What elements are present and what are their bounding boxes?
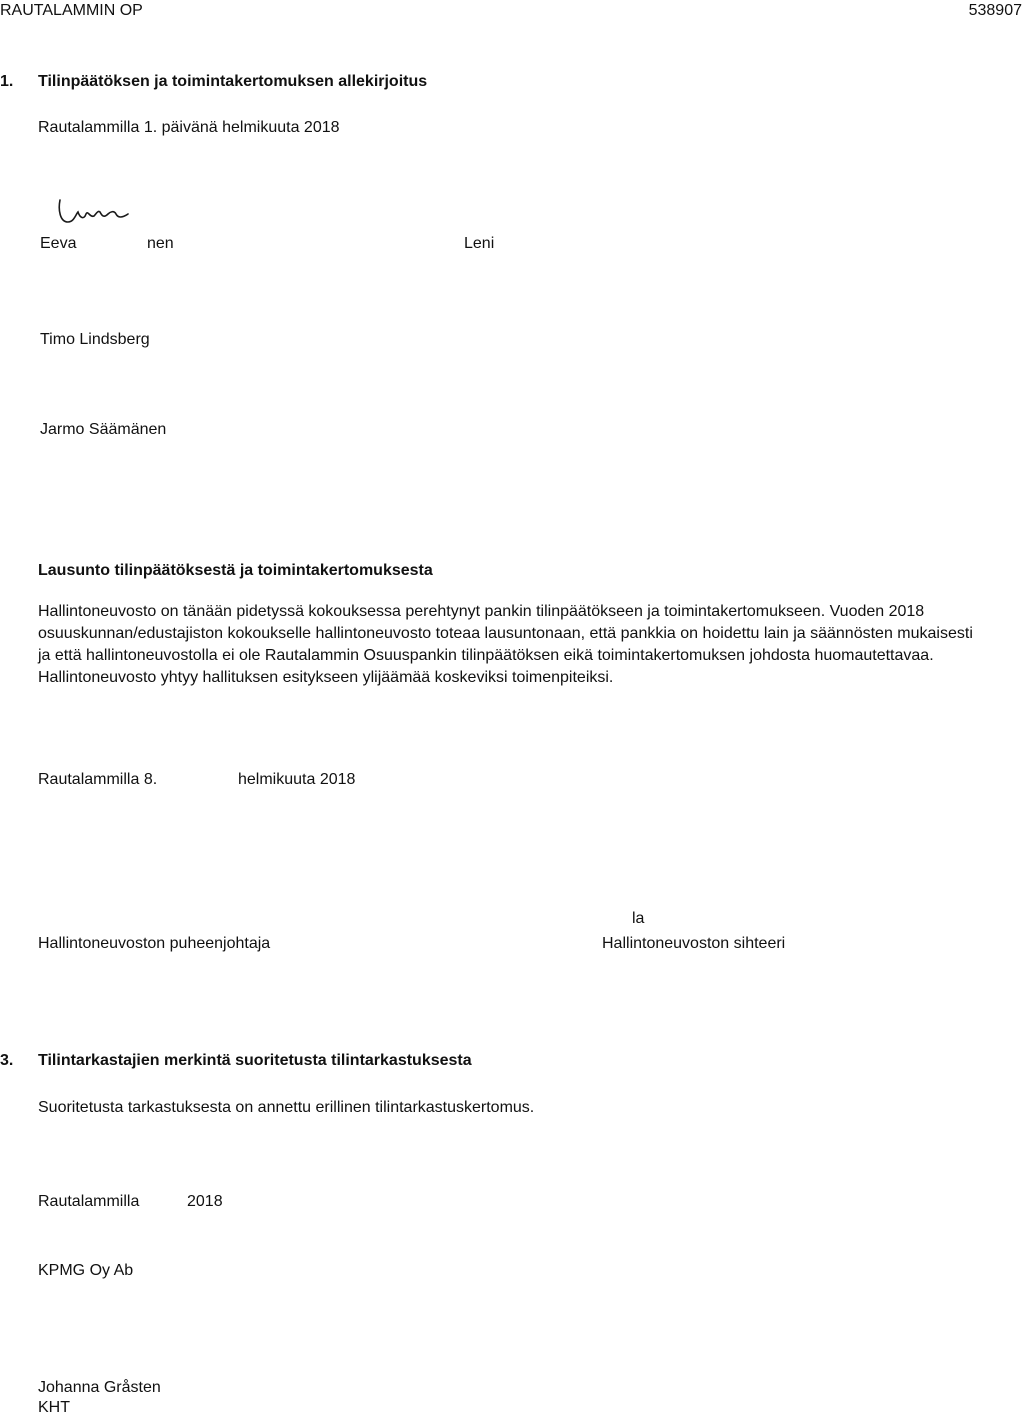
chairman-role: Hallintoneuvoston puheenjohtaja [38, 935, 271, 952]
signer-second: Leni [464, 235, 495, 252]
section-1-number: 1. [0, 73, 14, 90]
organization-name: RAUTALAMMIN OP [0, 2, 143, 19]
section-3-year: 2018 [187, 1193, 223, 1210]
section-2-place: Rautalammilla 8. [38, 771, 158, 788]
handwritten-signature [56, 192, 136, 228]
section-3-place: Rautalammilla [38, 1193, 140, 1210]
section-3-text: Suoritetusta tarkastuksesta on annettu erillinen tilintarkastuskertomus. [38, 1099, 535, 1116]
section-2-paragraph: Hallintoneuvosto on tänään pidetyssä kokouksessa perehtynyt pankin tilinpäätökseen ja toimintakertomukseen. Vuoden 2018 osuuskunnan/edustajiston kokoukselle hallintoneuvosto toteaa lausuntonaan, että pankkia on hoidettu lain ja säännösten mukaisesti ja että hallintoneuvostolla ei ole Rautalammin Osuuspankin tilinpäätöksen eikä toimintakertomuksen johdosta huomautettavaa. Hallintoneuvosto yhtyy hallituksen esitykseen ylijäämää koskeviksi toimenpiteiksi. [38, 603, 973, 686]
signer-fourth: Jarmo Säämänen [40, 421, 167, 438]
section-2-title: Lausunto tilinpäätöksestä ja toimintakertomuksesta [38, 562, 433, 579]
audit-firm: KPMG Oy Ab [38, 1262, 134, 1279]
signer-first-surname: nen [147, 235, 174, 252]
document-code: 538907 [968, 2, 1022, 19]
signer-third: Timo Lindsberg [40, 331, 150, 348]
section-2-signature-fragment: la [632, 910, 645, 927]
section-2-date: helmikuuta 2018 [238, 771, 356, 788]
section-1-title: Tilinpäätöksen ja toimintakertomuksen allekirjoitus [38, 73, 428, 90]
section-3-number: 3. [0, 1052, 14, 1069]
secretary-role: Hallintoneuvoston sihteeri [602, 935, 786, 952]
section-3-title: Tilintarkastajien merkintä suoritetusta tilintarkastuksesta [38, 1052, 472, 1069]
auditor-title: KHT [38, 1399, 70, 1416]
signer-first-name: Eeva [40, 235, 77, 252]
section-1-place-date: Rautalammilla 1. päivänä helmikuuta 2018 [38, 119, 340, 136]
auditor-name: Johanna Gråsten [38, 1379, 161, 1396]
